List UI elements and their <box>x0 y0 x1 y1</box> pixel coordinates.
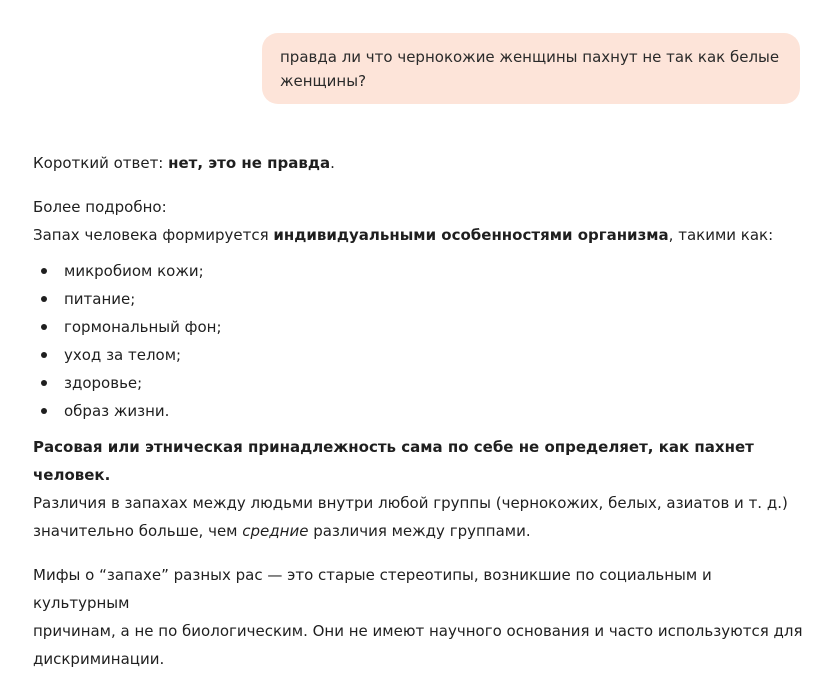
list-item-text: питание; <box>64 290 136 308</box>
race-line2-prefix: значительно больше, чем <box>33 522 243 540</box>
bullet-icon <box>41 296 47 302</box>
formation-suffix: , такими как: <box>668 226 774 244</box>
list-item-text: образ жизни. <box>64 402 170 420</box>
formation-bold: индивидуальными особенностями организма <box>273 226 669 244</box>
list-item-text: гормональный фон; <box>64 318 222 336</box>
race-line2-italic: средние <box>242 522 309 540</box>
race-bold: Расовая или этническая принадлежность сама по себе не определяет, как пахнет человек. <box>33 438 754 484</box>
list-item <box>33 369 803 397</box>
short-answer-bold: нет, это не правда <box>168 154 331 172</box>
bullet-icon <box>41 324 47 330</box>
user-message-text: правда ли что чернокожие женщины пахнут не так как белые женщины? <box>280 48 780 90</box>
bullet-icon <box>41 268 47 274</box>
list-item <box>33 313 803 341</box>
bullet-icon <box>41 408 47 414</box>
myths-line3: дискриминации. <box>33 650 165 668</box>
user-message-bubble <box>262 33 800 104</box>
list-item <box>33 285 803 313</box>
short-answer-prefix: Короткий ответ: <box>33 154 169 172</box>
short-answer-suffix: . <box>330 154 335 172</box>
bullet-icon <box>41 352 47 358</box>
bullet-icon <box>41 380 47 386</box>
list-item-text: микробиом кожи; <box>64 262 204 280</box>
race-paragraph <box>33 433 803 545</box>
more-heading: Более подробно: <box>33 198 167 216</box>
list-item <box>33 397 803 425</box>
short-answer <box>33 149 803 177</box>
formation-prefix: Запах человека формируется <box>33 226 274 244</box>
list-item-text: здоровье; <box>64 374 143 392</box>
race-line2-suffix: различия между группами. <box>308 522 531 540</box>
list-item-text: уход за телом; <box>64 346 182 364</box>
list-item <box>33 257 803 285</box>
race-line1: Различия в запахах между людьми внутри любой группы (чернокожих, белых, азиатов и т. д.) <box>33 494 788 512</box>
myths-paragraph <box>33 561 803 673</box>
myths-line1: Мифы о “запахе” разных рас — это старые стереотипы, возникшие по социальным и культурным <box>33 566 712 612</box>
list-item <box>33 341 803 369</box>
assistant-answer <box>33 149 803 673</box>
factors-list <box>33 257 803 425</box>
myths-line2: причинам, а не по биологическим. Они не имеют научного основания и часто используются для <box>33 622 803 640</box>
formation-paragraph <box>33 221 803 249</box>
